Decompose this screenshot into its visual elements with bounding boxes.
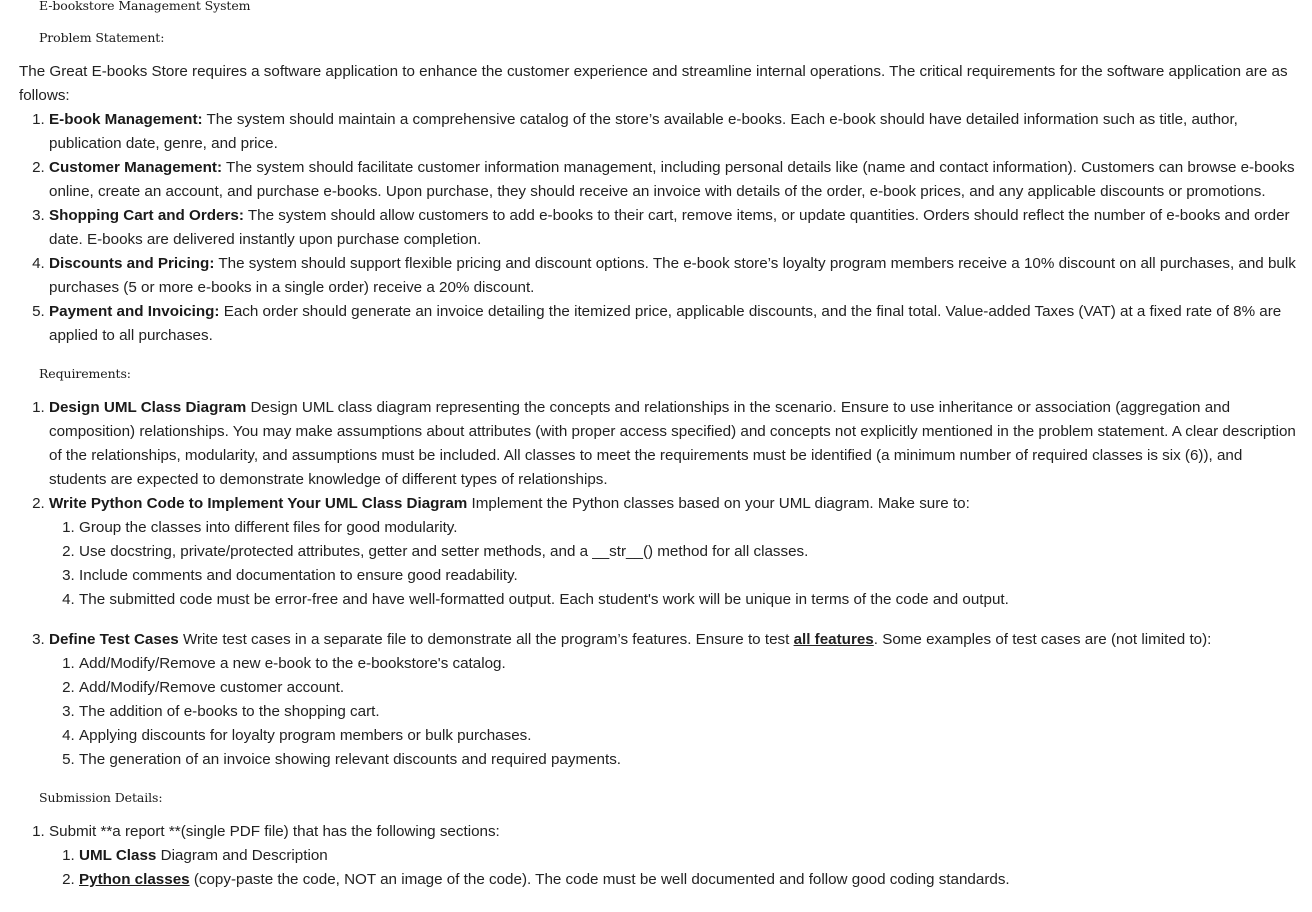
item-text: The system should maintain a comprehensive catalog of the store’s available e-books. Each e-book should have detailed information such as title, author, publication date, genre, and price.	[49, 111, 1238, 152]
list-item	[49, 396, 1296, 492]
list-item	[49, 108, 1296, 156]
sub-list-item: 2. Add/Modify/Remove customer account.	[79, 676, 1296, 700]
sub-list-item: 5. The generation of an invoice showing relevant discounts and required payments.	[79, 748, 1296, 772]
sub-list-item	[79, 844, 1296, 868]
list-item	[49, 252, 1296, 300]
sub-list-item: 1. Add/Modify/Remove a new e-book to the e-bookstore's catalog.	[79, 652, 1296, 676]
sub-list-item: 3. The addition of e-books to the shopping cart.	[79, 700, 1296, 724]
item-label: Write Python Code to Implement Your UML Class Diagram	[49, 495, 468, 512]
item-text: Submit **a report **(single PDF file) that has the following sections:	[49, 823, 500, 840]
item-text: Design UML class diagram representing the concepts and relationships in the scenario. Ensure to use inheritance or association (aggregation and composition) relationships. You may make assumptions about attributes (with proper access specified) and concepts not explicitly mentioned in the problem statement. A clear description of the relationships, modularity, and assumptions must be included. All classes to meet the requirements must be identified (a minimum number of required classes is six (6)), and students are expected to demonstrate knowledge of different types of relationships.	[49, 399, 1296, 488]
list-item	[49, 492, 1296, 628]
intro-paragraph: The Great E-books Store requires a software application to enhance the customer experience and streamline internal operations. The critical requirements for the software application are as follows:	[19, 63, 1288, 104]
item-label: Design UML Class Diagram	[49, 399, 247, 416]
list-item	[49, 204, 1296, 252]
list-item	[49, 300, 1296, 348]
sub-list-item: 4. The submitted code must be error-free and have well-formatted output. Each student's work will be unique in terms of the code and output.	[79, 588, 1296, 612]
document-title: E-bookstore Management System	[39, 0, 251, 13]
item-label: E-book Management:	[49, 111, 203, 128]
sub-list-item: 2. Use docstring, private/protected attributes, getter and setter methods, and a __str__() method for all classes.	[79, 540, 1296, 564]
item-label: Python classes	[79, 871, 190, 888]
item-label: Define Test Cases	[49, 631, 179, 648]
requirements-list	[0, 396, 1312, 772]
item-label: Discounts and Pricing:	[49, 255, 215, 272]
list-item	[49, 820, 1296, 892]
sub-list-item: 1. Group the classes into different files for good modularity.	[79, 516, 1296, 540]
item-text: . Some examples of test cases are (not limited to):	[873, 631, 1212, 648]
item-text: (copy-paste the code, NOT an image of the code). The code must be well documented and follow good coding standards.	[189, 871, 1010, 888]
sub-list-item: 4. Applying discounts for loyalty program members or bulk purchases.	[79, 724, 1296, 748]
item-text: Each order should generate an invoice detailing the itemized price, applicable discounts, and the final total. Value-added Taxes (VAT) at a fixed rate of 8% are applied to all purchases.	[49, 303, 1282, 344]
list-item	[49, 628, 1296, 772]
sub-list-item	[79, 868, 1296, 892]
item-text: Write test cases in a separate file to demonstrate all the program’s features. Ensure to test	[178, 631, 794, 648]
sub-list	[49, 844, 1296, 892]
item-label: Customer Management:	[49, 159, 222, 176]
all-features-emphasis: all features	[793, 631, 874, 648]
submission-details-heading: Submission Details:	[39, 790, 163, 805]
problem-list	[0, 108, 1312, 348]
sub-list	[49, 516, 1296, 612]
item-text: Diagram and Description	[156, 847, 328, 864]
item-text: The system should facilitate customer information management, including personal details like (name and contact information). Customers can browse e-books online, create an account, and purchase e-books. Upon purchase, they should receive an invoice with details of the order, e-book prices, and any applicable discounts or promotions.	[49, 159, 1295, 200]
item-label: Payment and Invoicing:	[49, 303, 220, 320]
problem-statement-heading: Problem Statement:	[39, 30, 165, 45]
item-label: UML Class	[79, 847, 157, 864]
item-text: The system should allow customers to add e-books to their cart, remove items, or update quantities. Orders should reflect the number of e-books and order date. E-books are delivered instantly upon purchase completion.	[49, 207, 1290, 248]
submission-list	[0, 820, 1312, 892]
requirements-heading: Requirements:	[39, 366, 131, 381]
sub-list	[49, 652, 1296, 772]
sub-list-item: 3. Include comments and documentation to ensure good readability.	[79, 564, 1296, 588]
item-label: Shopping Cart and Orders:	[49, 207, 244, 224]
item-text: The system should support flexible pricing and discount options. The e-book store’s loyalty program members receive a 10% discount on all purchases, and bulk purchases (5 or more e-books in a single order) receive a 20% discount.	[49, 255, 1296, 296]
list-item	[49, 156, 1296, 204]
item-text: Implement the Python classes based on your UML diagram. Make sure to:	[467, 495, 970, 512]
